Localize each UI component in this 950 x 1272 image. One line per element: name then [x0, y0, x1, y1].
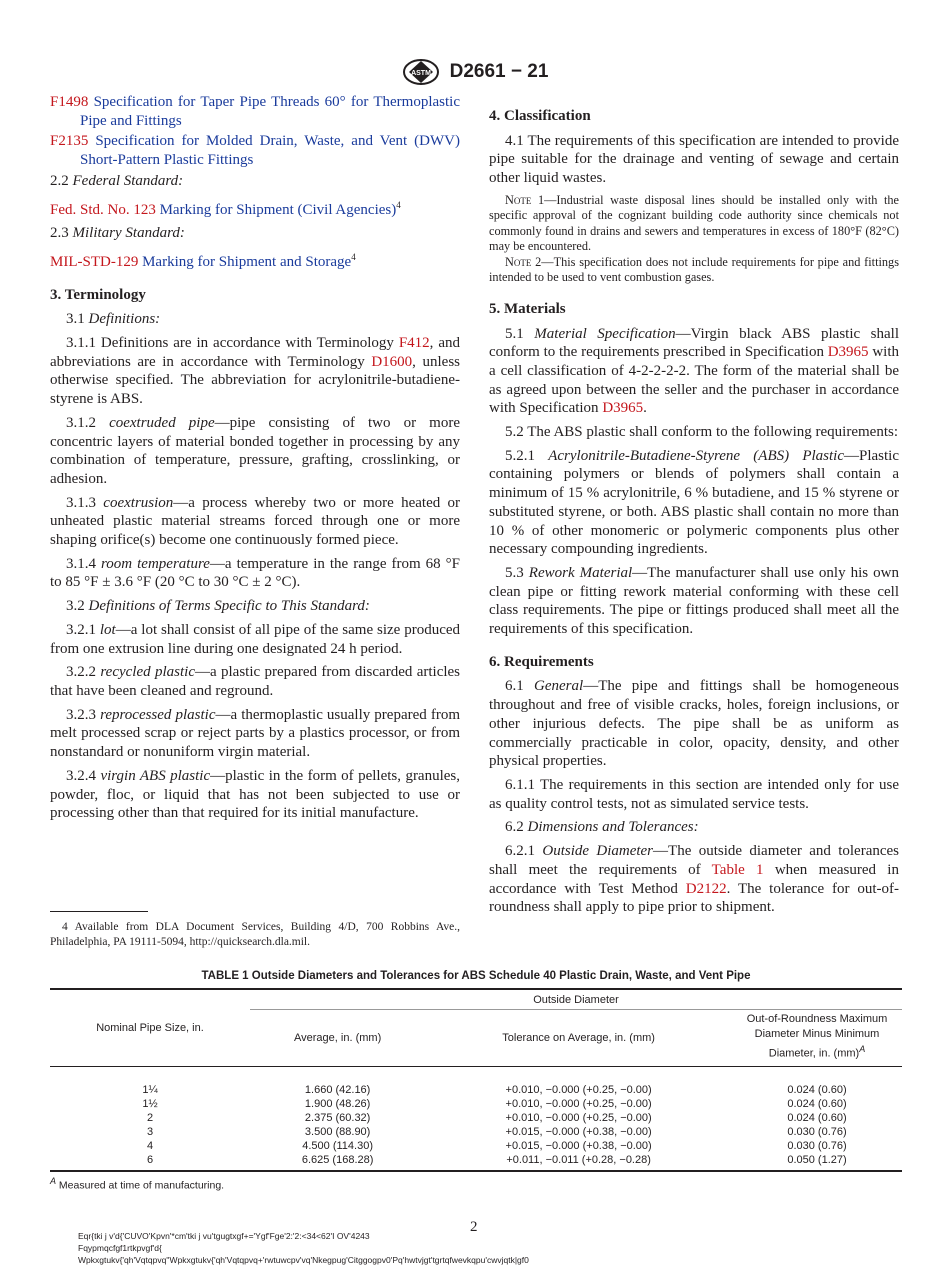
- text: 5.2.1: [505, 447, 549, 464]
- text: when measured in accordance with Test Method: [489, 861, 899, 897]
- text: 4. Classification: [489, 108, 591, 124]
- italic-term: Rework Material: [528, 564, 633, 581]
- designation: D2661 − 21: [449, 61, 549, 82]
- text: —Virgin black ABS plastic shall conform to the requirements prescribed in Specification: [489, 325, 900, 361]
- text: 3.1.4: [66, 555, 102, 572]
- text: 5.1: [505, 325, 535, 342]
- text: 6.1.1 The requirements in this section are intended only for use as quality control tests, not as simulated service tests.: [489, 776, 899, 812]
- table-row: [50, 1153, 902, 1171]
- italic-term: recycled plastic: [100, 664, 195, 681]
- text: —a thermoplastic usually prepared from melt processed scrap or reject parts by a plastics processor, or from nonstandard or nonuniform virgin material.: [50, 706, 460, 761]
- section-heading: [50, 286, 460, 305]
- header-out-of-roundness: Out-of-Roundness Maximum Diameter Minus Minimum Diameter, in. (mm)$^A$: [746, 1013, 888, 1060]
- reference-link[interactable]: D1600: [371, 353, 413, 370]
- note: [489, 193, 899, 255]
- text: 2.3: [50, 225, 73, 242]
- text: —The pipe and fittings shall be homogeneous throughout and free of visible cracks, holes, foreign inclusions, or other injurious defects. The pipe shall be as uniform as commercially practicable in color, opacity, density, and other physical properties.: [489, 678, 899, 770]
- text: —The manufacturer shall use only his own clean pipe or fitting rework material conforming with these cell class requirements. The pipe or fittings produced shall meet all the requirements of this specification.: [489, 564, 899, 638]
- footnote: 4 Available from DLA Document Services, Building 4/D, 700 Robbins Ave., Philadelphia, PA 19111-5094, http://quicksearch.dla.mil.: [50, 921, 460, 948]
- right-column: [489, 93, 899, 922]
- table-cell: 6: [146, 1153, 154, 1166]
- footer-line: Wpkxgtukv{'qh'Vqtqpvq''Wpkxgtukv{'qh'Vqtqpvq+'rwtuwcpv'vq'Nkegpug'Citggogpv0'Pq'hwtvjgt'tgrtqfwevkqpu'cwvjqtk|gf0: [78, 1255, 529, 1265]
- paragraph: [50, 706, 460, 762]
- note-label: Note: [505, 254, 532, 269]
- left-column: [50, 93, 460, 828]
- paragraph: [50, 132, 460, 169]
- table-cell: 1.900 (48.26): [304, 1097, 371, 1110]
- text: 6.2.1: [505, 843, 543, 860]
- text: —Plastic containing polymers or blends of polymers shall contain a minimum of 15 % acrylonitrile, 6 % butadiene, and 15 % styrene or substituted styrene, or both. ABS plastic shall contain no more than 10 % of other monomeric or polymeric components plus other necessary compounding ingredients.: [489, 447, 899, 558]
- text: 2—This specification does not include requirements for pipe and fittings intended to be used to vent combustion gases.: [489, 254, 899, 285]
- header-nominal-size: Nominal Pipe Size, in.: [96, 1021, 204, 1034]
- footer-line: Fqypmqcfgf1rtkpvgf'd{: [78, 1243, 162, 1253]
- table-cell: 0.024 (0.60): [787, 1083, 847, 1096]
- paragraph: [489, 447, 899, 559]
- italic-term: Definitions of Terms Specific to This Standard:: [88, 598, 370, 615]
- table-cell: 0.024 (0.60): [787, 1097, 847, 1110]
- section-heading: [489, 107, 899, 126]
- italic-term: Outside Diameter: [542, 843, 654, 860]
- italic-term: Dimensions and Tolerances:: [527, 819, 699, 836]
- italic-term: virgin ABS plastic: [100, 767, 211, 784]
- footnote-ref[interactable]: 4: [396, 199, 401, 210]
- text: —a process whereby two or more heated or unheated plastic material streams forced through one or more shaping orifice(s) become one continuously formed piece.: [50, 494, 461, 549]
- text: 6. Requirements: [489, 653, 594, 670]
- table-cell: 3.500 (88.90): [304, 1125, 371, 1138]
- italic-term: General: [534, 678, 584, 695]
- text: , unless otherwise specified. The abbreviation for acrylonitrile-butadiene-styrene is ABS.: [50, 353, 460, 408]
- text: 3.1.3: [66, 494, 104, 511]
- text: 2.2: [50, 172, 73, 189]
- table-row: [50, 1097, 902, 1111]
- table-1: [50, 970, 902, 1191]
- text: 3. Terminology: [50, 286, 146, 303]
- table-title: TABLE 1 Outside Diameters and Tolerances for ABS Schedule 40 Plastic Drain, Waste, and Vent Pipe: [201, 970, 751, 982]
- paragraph: [50, 93, 460, 130]
- text: 4.1 The requirements of this specification are intended to provide pipe suitable for the drainage and venting of sewage and certain other liquid wastes.: [489, 132, 899, 187]
- text: , and abbreviations are in accordance with Terminology: [50, 335, 460, 370]
- table-cell: +0.011, −0.011 (+0.28, −0.28): [506, 1153, 651, 1166]
- table-cell: +0.015, −0.000 (+0.38, −0.00): [505, 1139, 652, 1152]
- table-row: [50, 1139, 902, 1153]
- paragraph: [50, 555, 460, 592]
- paragraph: [50, 310, 460, 329]
- paragraph: [50, 494, 460, 550]
- table-cell: 4: [146, 1139, 154, 1152]
- reference-title-link[interactable]: Specification for Molded Drain, Waste, and Vent (DWV) Short-Pattern Plastic Fittings: [80, 133, 460, 169]
- paragraph: [489, 842, 899, 917]
- table-cell: 2: [146, 1111, 154, 1124]
- text: —pipe consisting of two or more concentric layers of material bonded together in processing by any combination of temperature, pressure, grafting, crosslinking, or adhesion.: [50, 414, 460, 487]
- page-header: [0, 58, 950, 86]
- header-average: Average, in. (mm): [294, 1031, 382, 1044]
- reference-title-link[interactable]: Marking for Shipment and Storage: [138, 253, 352, 270]
- reference-link[interactable]: D3965: [827, 344, 869, 361]
- table-cell: +0.010, −0.000 (+0.25, −0.00): [505, 1083, 652, 1096]
- italic-term: Material Specification: [534, 325, 676, 342]
- italic-term: Military Standard:: [72, 225, 185, 242]
- italic-term: lot: [99, 621, 116, 638]
- paragraph: [489, 325, 899, 419]
- text: —a temperature in the range from 68 °F to 85 °F ± 3.6 °F (20 °C to 30 °C ± 2 °C).: [50, 555, 461, 591]
- table-row: [50, 1125, 902, 1139]
- paragraph: [50, 767, 460, 823]
- paragraph: [50, 248, 460, 272]
- note: [489, 255, 899, 286]
- table-cell: 6.625 (168.28): [301, 1153, 374, 1166]
- table-cell: 0.050 (1.27): [787, 1153, 847, 1166]
- footnote-rule: [50, 911, 148, 912]
- text: 3.2.2: [66, 664, 101, 681]
- reference-link[interactable]: Table 1: [711, 861, 764, 878]
- text: . The tolerance for out-of-roundness shall apply to pipe prior to shipment.: [489, 880, 899, 916]
- table-cell: +0.015, −0.000 (+0.38, −0.00): [505, 1125, 652, 1138]
- reference-title-link[interactable]: Specification for Taper Pipe Threads 60° for Thermoplastic Pipe and Fittings: [80, 94, 460, 129]
- paragraph: [489, 818, 899, 837]
- text: 3.2.1: [66, 621, 100, 638]
- reference-link[interactable]: D2122: [685, 880, 727, 897]
- reference-link[interactable]: F1498: [50, 94, 89, 110]
- italic-term: Federal Standard:: [72, 172, 184, 189]
- table-cell: +0.010, −0.000 (+0.25, −0.00): [505, 1097, 652, 1110]
- table-cell: +0.010, −0.000 (+0.25, −0.00): [505, 1111, 652, 1124]
- section-heading: [489, 300, 899, 319]
- text: 6.1: [505, 678, 535, 695]
- text: 3.2: [66, 598, 89, 615]
- reference-link[interactable]: Fed. Std. No. 123: [50, 201, 156, 218]
- note-label: Note: [505, 192, 532, 207]
- table-cell: 1¼: [142, 1083, 158, 1096]
- table-cell: 1.660 (42.16): [304, 1083, 371, 1096]
- italic-term: Acrylonitrile-Butadiene-Styrene (ABS) Plastic: [548, 447, 844, 464]
- table-cell: 0.030 (0.76): [787, 1139, 847, 1152]
- paragraph: [50, 414, 460, 489]
- italic-term: coextrusion: [103, 494, 174, 511]
- paragraph: [50, 663, 460, 700]
- text: 5.2 The ABS plastic shall conform to the following requirements:: [505, 424, 898, 441]
- text: .: [643, 400, 647, 417]
- header-tolerance: Tolerance on Average, in. (mm): [502, 1031, 655, 1044]
- text: 3.1: [66, 311, 89, 328]
- text: 3.2.3: [66, 706, 101, 723]
- section-heading: [489, 653, 899, 672]
- text: 3.2.4: [66, 767, 101, 784]
- table-row: [50, 1111, 902, 1125]
- table-cell: 2.375 (60.32): [304, 1111, 371, 1124]
- svg-text:ASTM: ASTM: [410, 70, 431, 77]
- text: —The outside diameter and tolerances shall meet the requirements of: [489, 843, 900, 878]
- paragraph: [50, 334, 460, 409]
- paragraph: [50, 196, 460, 220]
- footnote-ref[interactable]: 4: [351, 251, 356, 262]
- reference-link[interactable]: F2135: [50, 133, 89, 150]
- text: 1—Industrial waste disposal lines should be installed only with the specific approval of the cognizant building code authority since chemicals not commonly found in drains and sewers and temperatures in excess of 180°F (82°C) may be encountered.: [489, 192, 899, 254]
- text: —a plastic prepared from discarded articles that have been cleaned and reground.: [50, 664, 461, 699]
- reference-link[interactable]: MIL-STD-129: [50, 253, 139, 270]
- italic-term: reprocessed plastic: [100, 706, 216, 723]
- table-footnote: $^A$ Measured at time of manufacturing.: [50, 1175, 225, 1192]
- paragraph: [50, 224, 460, 243]
- table-cell: 3: [146, 1125, 154, 1138]
- reference-link[interactable]: F412: [398, 335, 430, 352]
- table-cell: 0.030 (0.76): [787, 1125, 847, 1138]
- astm-logo-icon: [402, 58, 440, 86]
- table-cell: 4.500 (114.30): [302, 1139, 373, 1152]
- text: 5.3: [505, 564, 529, 581]
- text: 3.1.1 Definitions are in accordance with Terminology: [66, 335, 399, 352]
- paragraph: [50, 597, 460, 616]
- text: 5. Materials: [489, 300, 566, 317]
- paragraph: [489, 776, 899, 813]
- italic-term: coextruded pipe: [109, 414, 215, 431]
- page-number: 2: [470, 1219, 478, 1235]
- reference-link[interactable]: D3965: [602, 400, 644, 417]
- text: 3.1.2: [66, 414, 110, 431]
- header-outside-diameter: Outside Diameter: [250, 989, 902, 1010]
- paragraph: [50, 621, 460, 658]
- table-row: [50, 1083, 902, 1097]
- text: —plastic in the form of pellets, granules, powder, floc, or liquid that has not been subjected to use or processing other than that required for its initial manufacture.: [50, 767, 461, 822]
- paragraph: [50, 172, 460, 191]
- italic-term: Definitions:: [88, 311, 161, 328]
- text: with a cell classification of 4-2-2-2-2. The form of the material shall be as agreed upon between the seller and the purchaser in accordance with Specification: [489, 344, 899, 417]
- italic-term: room temperature: [101, 555, 210, 572]
- reference-title-link[interactable]: Marking for Shipment (Civil Agencies): [155, 201, 397, 218]
- text: —a lot shall consist of all pipe of the same size produced from one extrusion line during one designated 24 h period.: [50, 621, 461, 657]
- footer-line: Eqr{tki j v'd{'CUVO'Kpvn'*cm'tki j vu'tgugtxgf+='Ygf'Fge'2:'2:<34<62'I OV'4243: [78, 1231, 370, 1241]
- paragraph: [489, 423, 899, 442]
- license-footer: [78, 1230, 529, 1266]
- paragraph: [489, 564, 899, 639]
- paragraph: [489, 132, 899, 188]
- paragraph: [489, 677, 899, 771]
- table-cell: 1½: [142, 1097, 158, 1110]
- text: 6.2: [505, 819, 528, 836]
- table-cell: 0.024 (0.60): [787, 1111, 847, 1124]
